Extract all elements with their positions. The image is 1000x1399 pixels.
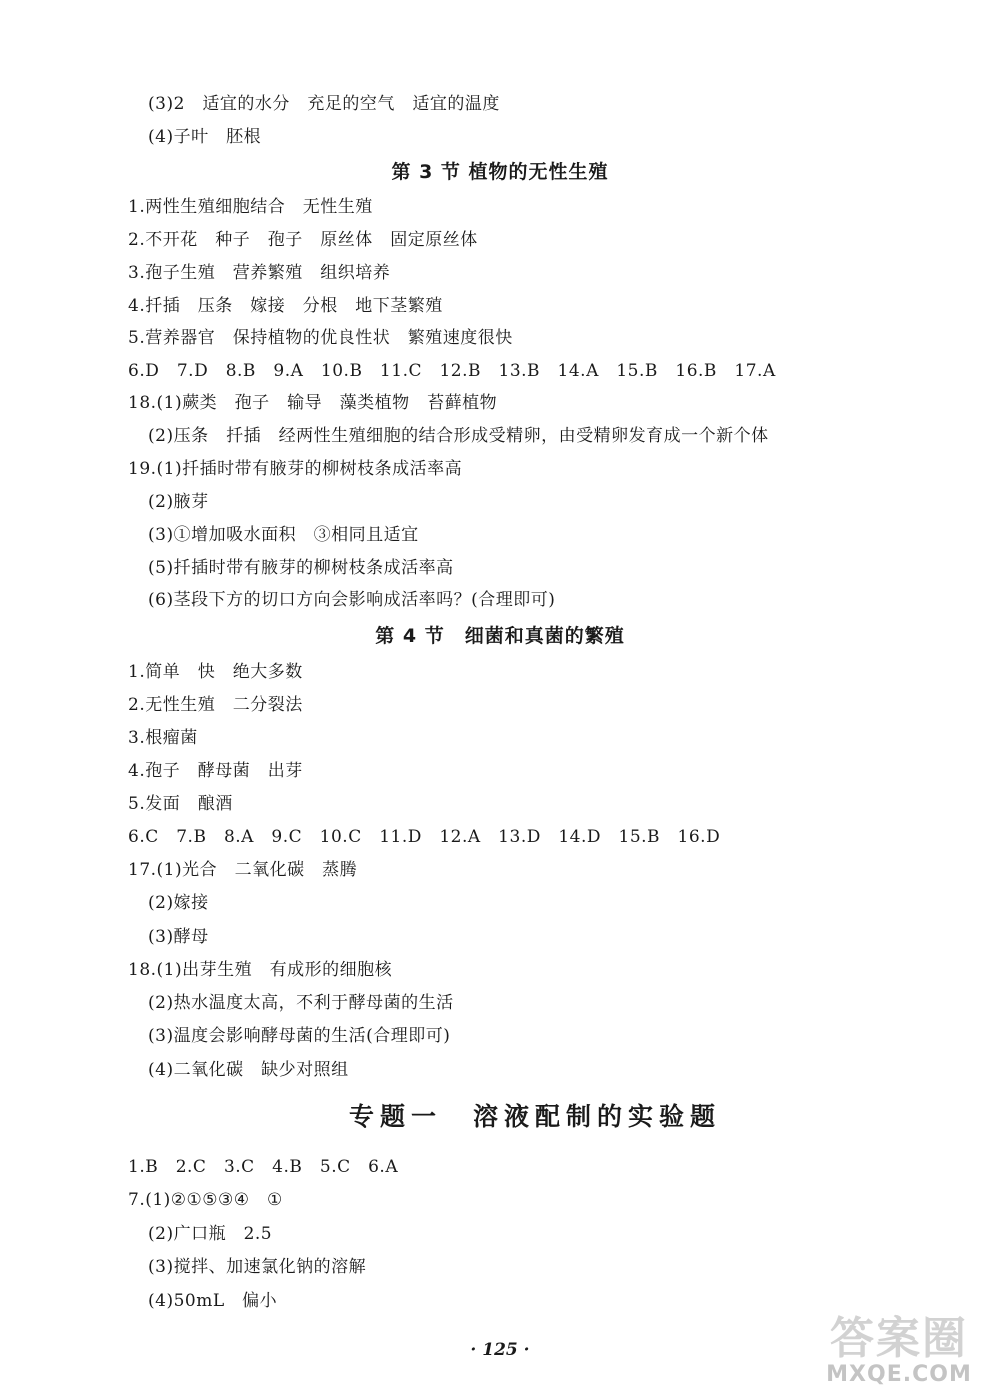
answer-line: 6.D 7.D 8.B 9.A 10.B 11.C 12.B 13.B 14.A 15.B 16.B 17.A <box>128 361 776 381</box>
answer-line: (3)2 适宜的水分 充足的空气 适宜的温度 <box>148 94 500 114</box>
answer-line: (2)广口瓶 2.5 <box>148 1224 273 1244</box>
section-heading: 第 4 节 细菌和真菌的繁殖 <box>375 625 625 647</box>
answer-line: (3)①增加吸水面积 ③相同且适宜 <box>148 525 419 545</box>
answer-line: 5.发面 酿酒 <box>128 794 233 814</box>
answer-line: (3)搅拌、加速氯化钠的溶解 <box>148 1257 367 1277</box>
answer-line: 2.无性生殖 二分裂法 <box>128 695 303 715</box>
answer-line: (2)热水温度太高，不利于酵母菌的生活 <box>148 993 454 1013</box>
answer-line: 3.孢子生殖 营养繁殖 组织培养 <box>128 263 391 283</box>
answer-line: 4.扦插 压条 嫁接 分根 地下茎繁殖 <box>128 296 443 316</box>
answer-line: (6)茎段下方的切口方向会影响成活率吗？(合理即可) <box>148 590 556 610</box>
answer-line: 18.(1)蕨类 孢子 输导 藻类植物 苔藓植物 <box>128 393 498 413</box>
answer-line: (4)子叶 胚根 <box>148 127 262 147</box>
answer-line: 5.营养器官 保持植物的优良性状 繁殖速度很快 <box>128 328 513 348</box>
answer-line: 2.不开花 种子 孢子 原丝体 固定原丝体 <box>128 230 478 250</box>
answer-line: 7.(1)②①⑤③④ ① <box>128 1190 283 1210</box>
answer-line: (4)二氧化碳 缺少对照组 <box>148 1060 349 1080</box>
answer-line: 17.(1)光合 二氧化碳 蒸腾 <box>128 860 358 880</box>
watermark-logo <box>804 1315 994 1395</box>
topic-heading: 专题一 溶液配制的实验题 <box>348 1102 721 1131</box>
answer-line: 18.(1)出芽生殖 有成形的细胞核 <box>128 960 393 980</box>
answer-line: (4)50mL 偏小 <box>148 1291 278 1311</box>
answer-line: 1.两性生殖细胞结合 无性生殖 <box>128 197 373 217</box>
answer-line: (2)压条 扦插 经两性生殖细胞的结合形成受精卵，由受精卵发育成一个新个体 <box>148 426 769 446</box>
answer-line: (3)酵母 <box>148 927 209 947</box>
answer-line: 1.简单 快 绝大多数 <box>128 662 303 682</box>
answer-line: 19.(1)扦插时带有腋芽的柳树枝条成活率高 <box>128 459 463 479</box>
answer-line: (5)扦插时带有腋芽的柳树枝条成活率高 <box>148 558 454 578</box>
answer-line: 6.C 7.B 8.A 9.C 10.C 11.D 12.A 13.D 14.D 15.B 16.D <box>128 827 721 847</box>
answer-line: 4.孢子 酵母菌 出芽 <box>128 761 303 781</box>
answer-line: 1.B 2.C 3.C 4.B 5.C 6.A <box>128 1157 399 1177</box>
answer-line: (2)嫁接 <box>148 893 209 913</box>
page-number: · 125 · <box>470 1340 530 1360</box>
watermark-url: MXQE.COM <box>826 1362 972 1387</box>
section-heading: 第 3 节 植物的无性生殖 <box>391 161 609 183</box>
answer-line: (3)温度会影响酵母菌的生活(合理即可) <box>148 1026 451 1046</box>
answer-line: 3.根瘤菌 <box>128 728 198 748</box>
answer-line: (2)腋芽 <box>148 492 209 512</box>
watermark-logo-text: 答案圈 <box>830 1313 968 1364</box>
